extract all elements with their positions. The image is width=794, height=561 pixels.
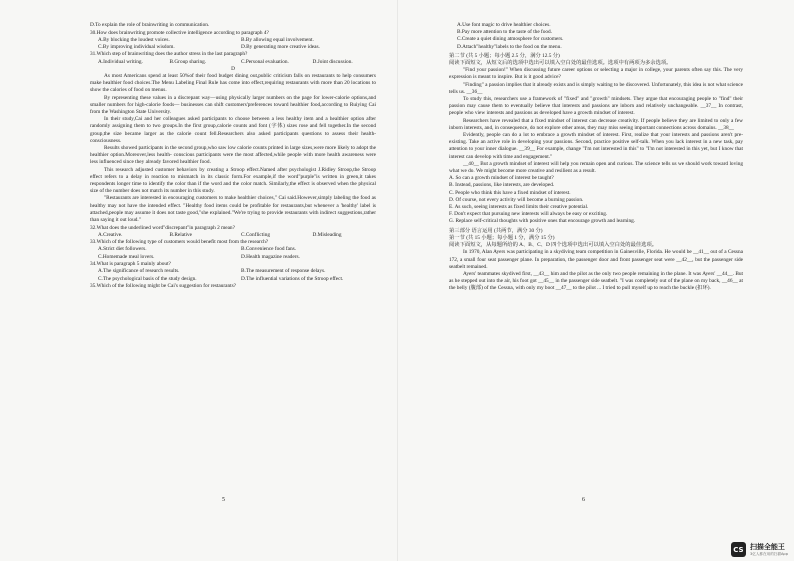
q33-option: C.Homemade meal lovers. <box>98 253 155 260</box>
cloze-paragraph: In 1970, Alan Ayers was participating in a skydiving team competition in Gainesville, Florida. He would be __41__ out of a Cessna 172, a small four seat passenger plane. In preparation, the passenger door and front passenger seat were __42__, but the passenger side seatbelt remained. <box>449 249 743 270</box>
question-30-options <box>90 37 376 51</box>
section-1-heading: 第一节 (共 15 小题；每小题 1 分，满分 15 分) <box>449 234 555 241</box>
question-31: 31.Which step of brainwriting does the author stress in the last paragraph? <box>90 51 248 58</box>
q33-option: B.Convenience food fans. <box>241 246 297 253</box>
q32-option: A.Creative. <box>98 231 123 238</box>
passage-paragraph: "Find your passion!" When discussing future career options or selecting a major in college, your parents often say this. The very expression is meant to inspire. But is it good advice? <box>449 67 743 81</box>
answer-option: C. People who think this have a fixed mindset of interest. <box>449 189 571 196</box>
q32-option: C.Conflicting <box>241 231 270 238</box>
passage-label: D <box>231 65 235 72</box>
q35-option: B.Pay more attention to the taste of the food. <box>457 29 553 36</box>
passage-paragraph: This research adjusted customer behaviors by creating a Stroop effect.Named after psychologist J.Ridley Stroop,the Stroop effect refers to a delay in reaction to mismatch in its classic form.For example,if the word"purple"is written in green,it takes respondents longer time to identify the color than if the word and the color match. Similarly,the effect is observed when the physical size of the number does not match its number in this study. <box>90 166 376 195</box>
camscanner-logo-icon: CS <box>731 542 746 557</box>
question-35: 35.Which of the following might be Cai's suggestion for restaurants? <box>90 283 237 290</box>
q34-option: C.The psychological basis of the study design. <box>98 275 197 282</box>
passage-paragraph: Researchers have revealed that a fixed mindset of interest can decrease creativity. If people believe they are limited to only a few inborn interests, and, in consequence, do not explore other areas, they may miss seeing important connections across domains. __38__ <box>449 117 743 131</box>
answer-option: E. As such, seeing interests as fixed limits their creative potential. <box>449 204 589 211</box>
passage-paragraph: "Finding" a passion implies that it already exists and is simply waiting to be discovered. Unfortunately, this idea is not what science tells us. __36__ <box>449 81 743 95</box>
q32-option: D.Misleading <box>312 231 342 238</box>
answer-option: F. Don't expect that pursuing new interests will always be easy or exciting. <box>449 211 608 218</box>
cloze-paragraph: Ayers' teammates skydived first, __43__ him and the pilot as the only two people remaining in the plane. It was Ayers' __44__. But as he stepped out into the air, his foot got __45__ in the passenger side seatbelt. "I was completely out of the plane on my back, __46__ at the belly (腹部) of the Cessna, with only my boot __47__ to the pilot ... I tried to pull myself up to reach the buckle (扣环). <box>449 270 743 292</box>
watermark-text <box>750 542 788 557</box>
q31-option: D.Joint discussion. <box>312 58 353 65</box>
section-1-instructions: 阅读下面短文，从每题所给的 A、B、C、D 四个选项中选出可以填入空白处的最佳选项。 <box>449 242 658 249</box>
left-page <box>0 8 397 553</box>
q31-option: C.Personal evaluation. <box>241 58 289 65</box>
page-number: 5 <box>222 497 225 503</box>
question-34-options <box>90 268 376 282</box>
passage-paragraph: In their study,Cai and her colleagues asked participants to choose between a less healthy item and a healthier option after randomly assigning them to two groups.In the first group,calorie counts and font (字体) sizes rose and fell together.In the second group,the size became larger as the calorie count fell.Researchers also asked participants questions to assess their health-consciousness. <box>90 116 376 144</box>
question-31-options <box>90 59 376 66</box>
q35-option: D.Attach"healthy"labels to the food on the menu. <box>457 43 562 50</box>
q31-option: B.Group sharing. <box>169 58 207 65</box>
page-number: 6 <box>582 497 585 503</box>
watermark-subtitle: 3亿人都在用的扫描App <box>749 552 788 556</box>
q30-option: A.By blocking the loudest voices. <box>98 36 170 43</box>
question-33: 33.Which of the following type of customers would benefit most from the research? <box>90 239 269 246</box>
passage-paragraph: Results showed participants in the second group,who saw low calorie counts printed in large sizes,were more likely to adopt the healthier option.Moreover,less health- conscious participants were the most affected,while people with more health awareness were less influenced since they already favored healthier food. <box>90 145 376 166</box>
q32-option: B.Relative <box>169 231 193 238</box>
passage-paragraph: By representing these values in a discrepant way—using physically larger numbers on the page for lower-calorie options,and smaller numbers for high-calorie foods— businesses can shift customers'preferences toward healthier food,according to Ruiying Cai from the Washington State University. <box>90 94 376 116</box>
scanner-watermark <box>731 542 788 557</box>
q34-option: D.The influential variations of the Stroop effect. <box>241 275 344 282</box>
q35-option: A.Use font magic to drive healthier choices. <box>457 22 551 28</box>
q33-option: A.Strict diet followers. <box>98 246 147 253</box>
q34-option: A.The significance of research results. <box>98 268 180 275</box>
answer-option: A. So can a growth mindset of interest be taught? <box>449 175 554 182</box>
q35-option: C.Create a quiet dining atmosphere for customers. <box>457 36 564 43</box>
passage-paragraph: Evidently, people can do a lot to embrace a growth mindset of interest. First, realize that your interests and passions aren't pre-existing. Take an active role in developing your passions. Second, practice positive self-talk. When you lack interest in a new task, pay attention to your inner dialogue. __39__ For example, change "I'm not interested in this" to "I'm not interested in this yet, but I know that interest can develop with time and engagement." <box>449 132 743 160</box>
q33-option: D.Health magazine readers. <box>241 253 300 260</box>
part-3-heading: 第三部分 语言运用 (共两节，满分 30 分) <box>449 227 543 234</box>
q34-option: B.The measurement of response delays. <box>241 268 326 275</box>
answer-option: G. Replace self-critical thoughts with positive ones that encourage growth and learning. <box>449 218 636 225</box>
passage-paragraph: "Restaurants are interested in encouraging customers to make healthier choices," Cai said.However,simply labeling the food as healthy may not have the intended effect. "Healthy food items could be profitable for restaurants,but whenever a 'healthy' label is attached,people may assume it does not taste good,"she explained."We're trying to provide restaurants with indirect suggestions,rather than saying it out loud." <box>90 195 376 224</box>
question-30: 30.How does brainwriting promote collective intelligence according to paragraph 4? <box>90 29 269 36</box>
passage-paragraph: As most Americans spend at least 50%of their food budget dining out,public criticism falls on restaurants to help consumers make healthier food choices.The Menu Labeling Final Rule has come into effect,requiring restaurants with more than 20 locations to show the calories of food on menus. <box>90 73 376 94</box>
question-33-options <box>90 246 376 260</box>
q29-option-d: D.To explain the role of brainwriting in communication. <box>90 22 210 28</box>
answer-option: D. Of course, not every activity will become a burning passion. <box>449 196 584 203</box>
passage-paragraph: To study this, researchers use a framework of "fixed" and "growth" mindsets. They argue that encouraging people to "find" their passion may cause them to eventually believe that interests and passions are inborn and relatively unchangeable. __37__ In contrast, people who view interests and passions as developed have a growth mindset of interest. <box>449 96 743 117</box>
section-2-instructions: 阅读下面短文，从短文后的选项中选出可以填入空白处的最佳选项。选项中有两项为多余选项。 <box>449 60 672 67</box>
right-page <box>397 8 794 553</box>
right-column <box>449 22 743 293</box>
question-34: 34.What is paragraph 5 mainly about? <box>90 261 171 268</box>
left-column <box>90 22 376 290</box>
answer-option: B. Instead, passions, like interests, are developed. <box>449 182 555 189</box>
section-2-heading: 第二节 (共 5 小题；每小题 2.5 分，满分 12.5 分) <box>449 52 560 59</box>
q30-option: B.By allowing equal involvement. <box>241 36 314 43</box>
passage-paragraph: __40__ But a growth mindset of interest will help you remain open and curious. The science tells us we should work toward loving what we do. We might become more creative and resilient as a result. <box>449 160 743 175</box>
q31-option: A.Individual writing. <box>98 58 143 65</box>
question-32-options <box>90 232 376 239</box>
watermark-title: 扫描全能王 <box>749 543 785 551</box>
q30-option: C.By improving individual wisdom. <box>98 43 175 50</box>
q30-option: D.By generating more creative ideas. <box>241 43 320 50</box>
question-32: 32.What does the underlined word"discrepant"in paragraph 2 mean? <box>90 224 235 231</box>
